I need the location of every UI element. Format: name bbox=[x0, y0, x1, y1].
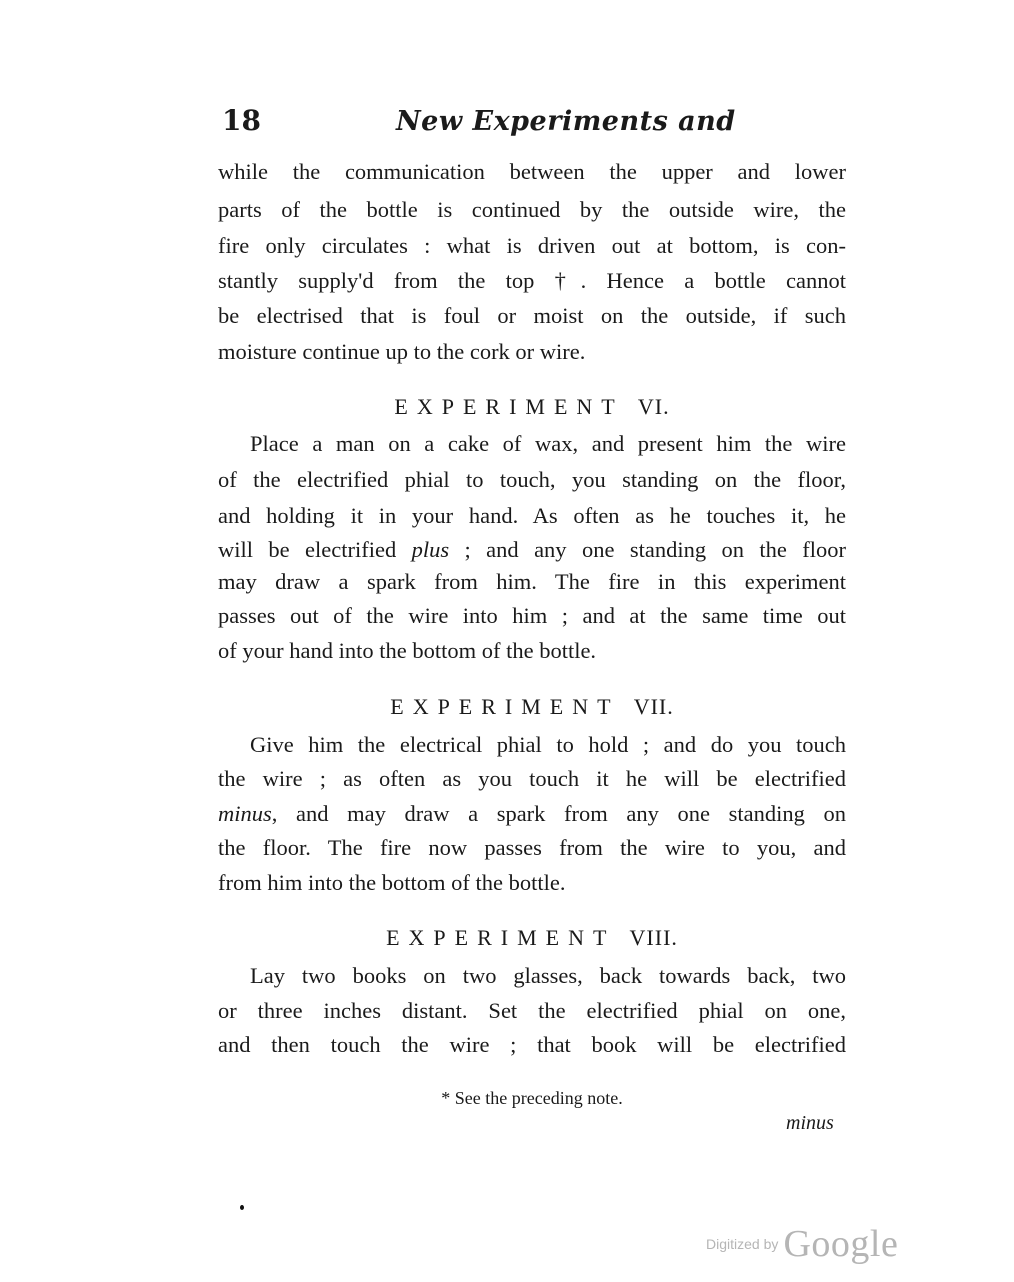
digitized-watermark bbox=[706, 1222, 899, 1265]
experiment-heading bbox=[218, 394, 846, 420]
google-logo: Google bbox=[783, 1223, 899, 1265]
text-line: stantly supply'd from the top †. Hence a bottle cannot bbox=[218, 268, 846, 293]
text-line: moisture continue up to the cork or wire. bbox=[218, 339, 586, 364]
text-line: the wire ; as often as you touch it he will be electrified bbox=[218, 766, 846, 791]
italic-word: plus bbox=[411, 537, 450, 562]
text-line: and then touch the wire ; that book will be electrified bbox=[218, 1032, 846, 1057]
text-line bbox=[218, 535, 846, 565]
text-line: while the communication between the upper and lower bbox=[218, 159, 846, 184]
experiment-heading bbox=[218, 694, 846, 720]
running-head: New Experiments and bbox=[396, 106, 736, 137]
text-line: from him into the bottom of the bottle. bbox=[218, 870, 566, 895]
text-line: or three inches distant. Set the electrified phial on one, bbox=[218, 998, 846, 1023]
text-segment: ; and any one standing on the floor bbox=[449, 537, 846, 562]
text-line: Lay two books on two glasses, back towards back, two bbox=[250, 963, 846, 988]
catchword: minus bbox=[786, 1112, 834, 1134]
italic-word: minus bbox=[218, 801, 272, 826]
text-segment: will be electrified bbox=[218, 537, 412, 562]
text-line: parts of the bottle is continued by the outside wire, the bbox=[218, 197, 846, 222]
text-line: fire only circulates : what is driven out at bottom, is con- bbox=[218, 233, 846, 258]
text-segment: , and may draw a spark from any one standing on bbox=[271, 801, 846, 826]
text-line: Give him the electrical phial to hold ; and do you touch bbox=[250, 732, 846, 757]
ink-speck bbox=[240, 1205, 244, 1210]
heading-number: VIII. bbox=[629, 925, 678, 950]
text-line: Place a man on a cake of wax, and present him the wire bbox=[250, 431, 846, 456]
page-header bbox=[222, 104, 842, 152]
footnote: * See the preceding note. bbox=[441, 1088, 623, 1108]
page-number: 18 bbox=[222, 104, 261, 137]
text-line: passes out of the wire into him ; and at the same time out bbox=[218, 603, 846, 628]
heading-label: EXPERIMENT bbox=[386, 925, 616, 950]
heading-label: EXPERIMENT bbox=[394, 394, 624, 419]
text-line: be electrised that is foul or moist on the outside, if such bbox=[218, 303, 846, 328]
text-line: the floor. The fire now passes from the wire to you, and bbox=[218, 835, 846, 860]
heading-number: VII. bbox=[633, 694, 674, 719]
text-line: of your hand into the bottom of the bottle. bbox=[218, 638, 597, 663]
text-line: of the electrified phial to touch, you standing on the floor, bbox=[218, 467, 846, 492]
text-line: may draw a spark from him. The fire in this experiment bbox=[218, 569, 846, 594]
heading-label: EXPERIMENT bbox=[390, 694, 620, 719]
experiment-heading bbox=[218, 925, 846, 951]
watermark-prefix: Digitized by bbox=[706, 1236, 779, 1252]
heading-number: VI. bbox=[637, 394, 670, 419]
text-line: and holding it in your hand. As often as he touches it, he bbox=[218, 503, 846, 528]
text-line bbox=[218, 799, 846, 829]
